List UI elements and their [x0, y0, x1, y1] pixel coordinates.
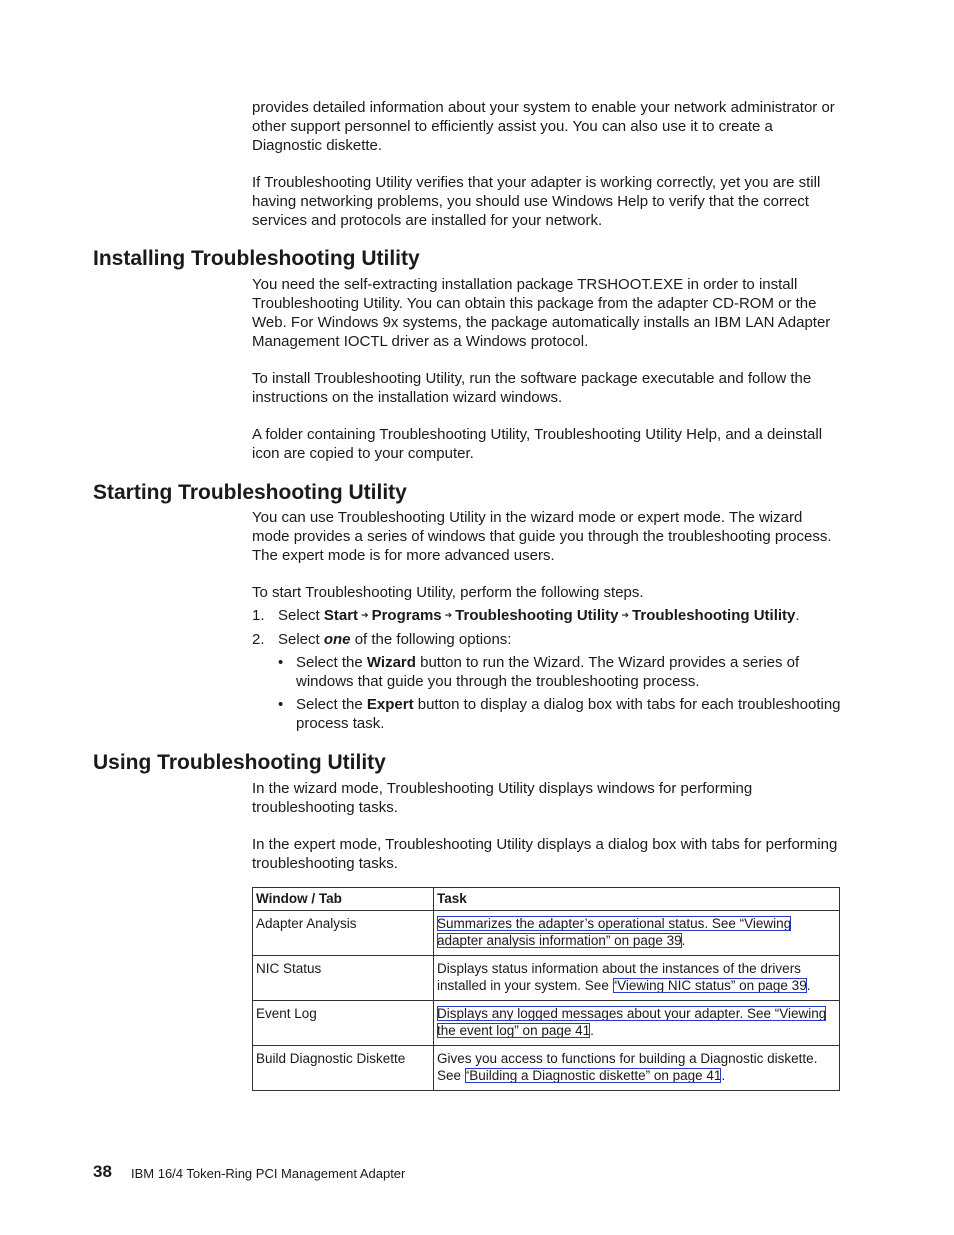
- intro-paragraph-1: provides detailed information about your system to enable your network administrator or other support personnel to efficiently assist you. You can also use it to create a Diagnostic diskette.: [252, 99, 835, 154]
- step-2: [252, 630, 842, 733]
- row-window-name: NIC Status: [253, 956, 434, 1001]
- row-window-name: Event Log: [253, 1001, 434, 1046]
- step-2-number: 2.: [252, 631, 265, 648]
- xref-text: “Viewing the event log” on page 41: [437, 1006, 827, 1038]
- table-row: [253, 911, 840, 956]
- row-window-name: Build Diagnostic Diskette: [253, 1046, 434, 1091]
- starting-paragraph-1: You can use Troubleshooting Utility in the wizard mode or expert mode. The wizard mode provides a series of windows that guide you through the troubleshooting process. The expert mode is for more advanced users.: [252, 509, 832, 564]
- task-link[interactable]: “Building a Diagnostic diskette” on page 41: [464, 1068, 722, 1083]
- task-post: .: [806, 978, 811, 993]
- header-window-tab: Window / Tab: [253, 888, 434, 911]
- starting-heading: Starting Troubleshooting Utility: [93, 481, 407, 504]
- bullet-icon: •: [278, 696, 284, 713]
- step-2-emphasis: one: [323, 631, 351, 648]
- window-task-table: [252, 887, 840, 1091]
- task-link[interactable]: “Viewing NIC status” on page 39: [612, 978, 807, 993]
- row-task: [434, 911, 840, 956]
- menu-troubleshooting-utility: Troubleshooting Utility: [632, 607, 796, 624]
- row-task: [434, 1001, 840, 1046]
- steps-list: [252, 606, 842, 733]
- installing-paragraph-1: You need the self-extracting installation package TRSHOOT.EXE in order to install Troubleshooting Utility. You can obtain this package from the adapter CD-ROM or the Web. For Windows 9x systems, the package automatically installs an IBM LAN Adapter Management IOCTL driver as a Windows protocol.: [252, 276, 831, 350]
- menu-start: Start: [323, 607, 359, 624]
- arrow-icon: ➔: [444, 610, 453, 620]
- arrow-icon: ➔: [361, 610, 369, 620]
- menu-programs: Programs: [371, 607, 442, 624]
- step-2-prefix: Select: [278, 631, 324, 648]
- step-2-suffix: of the following options:: [350, 631, 512, 648]
- options-list: [278, 653, 842, 733]
- using-paragraph-2: In the expert mode, Troubleshooting Utility displays a dialog box with tabs for performing troubleshooting tasks.: [252, 836, 838, 872]
- bullet-icon: •: [278, 654, 284, 671]
- table-row: [253, 1001, 840, 1046]
- option-expert-post: button to display a dialog box with tabs for each troubleshooting process task.: [296, 696, 841, 732]
- intro-section: [252, 98, 842, 230]
- intro-paragraph-2: If Troubleshooting Utility verifies that your adapter is working correctly, yet you are still having networking problems, you should use Windows Help to verify that the correct services and protocols are installed for your network.: [252, 174, 821, 229]
- step-1-suffix: .: [795, 607, 800, 624]
- task-post: .: [681, 933, 686, 948]
- using-section: [252, 779, 842, 873]
- starting-paragraph-2: To start Troubleshooting Utility, perform the following steps.: [252, 584, 644, 601]
- table-row: [253, 1046, 840, 1091]
- task-text: Displays any logged messages about your adapter. See: [437, 1006, 775, 1021]
- task-link[interactable]: [437, 1006, 826, 1038]
- task-post: .: [721, 1068, 726, 1083]
- option-wizard-pre: Select the: [296, 654, 367, 671]
- task-link[interactable]: [437, 916, 791, 948]
- starting-section: [252, 508, 842, 737]
- step-1: [252, 606, 842, 625]
- option-wizard: [278, 653, 842, 691]
- menu-troubleshooting-folder: Troubleshooting Utility: [455, 607, 619, 624]
- task-text: Displays status information about the instances of the drivers installed in your system. See: [437, 961, 801, 993]
- task-text: Summarizes the adapter’s operational status. See: [437, 916, 740, 931]
- option-expert: [278, 695, 842, 733]
- installing-section: [252, 275, 842, 463]
- row-window-name: Adapter Analysis: [253, 911, 434, 956]
- option-wizard-post: button to run the Wizard. The Wizard provides a series of windows that guide you through the troubleshooting process.: [296, 654, 800, 690]
- expert-label: Expert: [366, 696, 414, 713]
- using-heading: Using Troubleshooting Utility: [93, 751, 386, 774]
- task-post: .: [590, 1023, 594, 1038]
- footer-title: IBM 16/4 Token-Ring PCI Management Adapter: [131, 1166, 406, 1181]
- task-text: Gives you access to functions for building a Diagnostic diskette. See: [437, 1051, 818, 1083]
- arrow-icon: ➔: [621, 610, 630, 620]
- row-task: [434, 956, 840, 1001]
- using-paragraph-1: In the wizard mode, Troubleshooting Utility displays windows for performing troubleshooting tasks.: [252, 780, 753, 816]
- header-task: Task: [434, 888, 840, 911]
- step-1-prefix: Select: [278, 607, 324, 624]
- installing-paragraph-3: A folder containing Troubleshooting Utility, Troubleshooting Utility Help, and a deinstall icon are copied to your computer.: [252, 426, 823, 462]
- page-number: 38: [93, 1162, 112, 1181]
- installing-heading: Installing Troubleshooting Utility: [93, 247, 420, 270]
- wizard-label: Wizard: [366, 654, 416, 671]
- xref-text: “Viewing adapter analysis information” on page 39: [437, 916, 792, 948]
- table-row: [253, 956, 840, 1001]
- installing-paragraph-2: To install Troubleshooting Utility, run the software package executable and follow the instructions on the installation wizard windows.: [252, 370, 812, 406]
- step-1-number: 1.: [252, 607, 265, 624]
- row-task: [434, 1046, 840, 1091]
- option-expert-pre: Select the: [296, 696, 367, 713]
- table-header-row: [253, 888, 840, 911]
